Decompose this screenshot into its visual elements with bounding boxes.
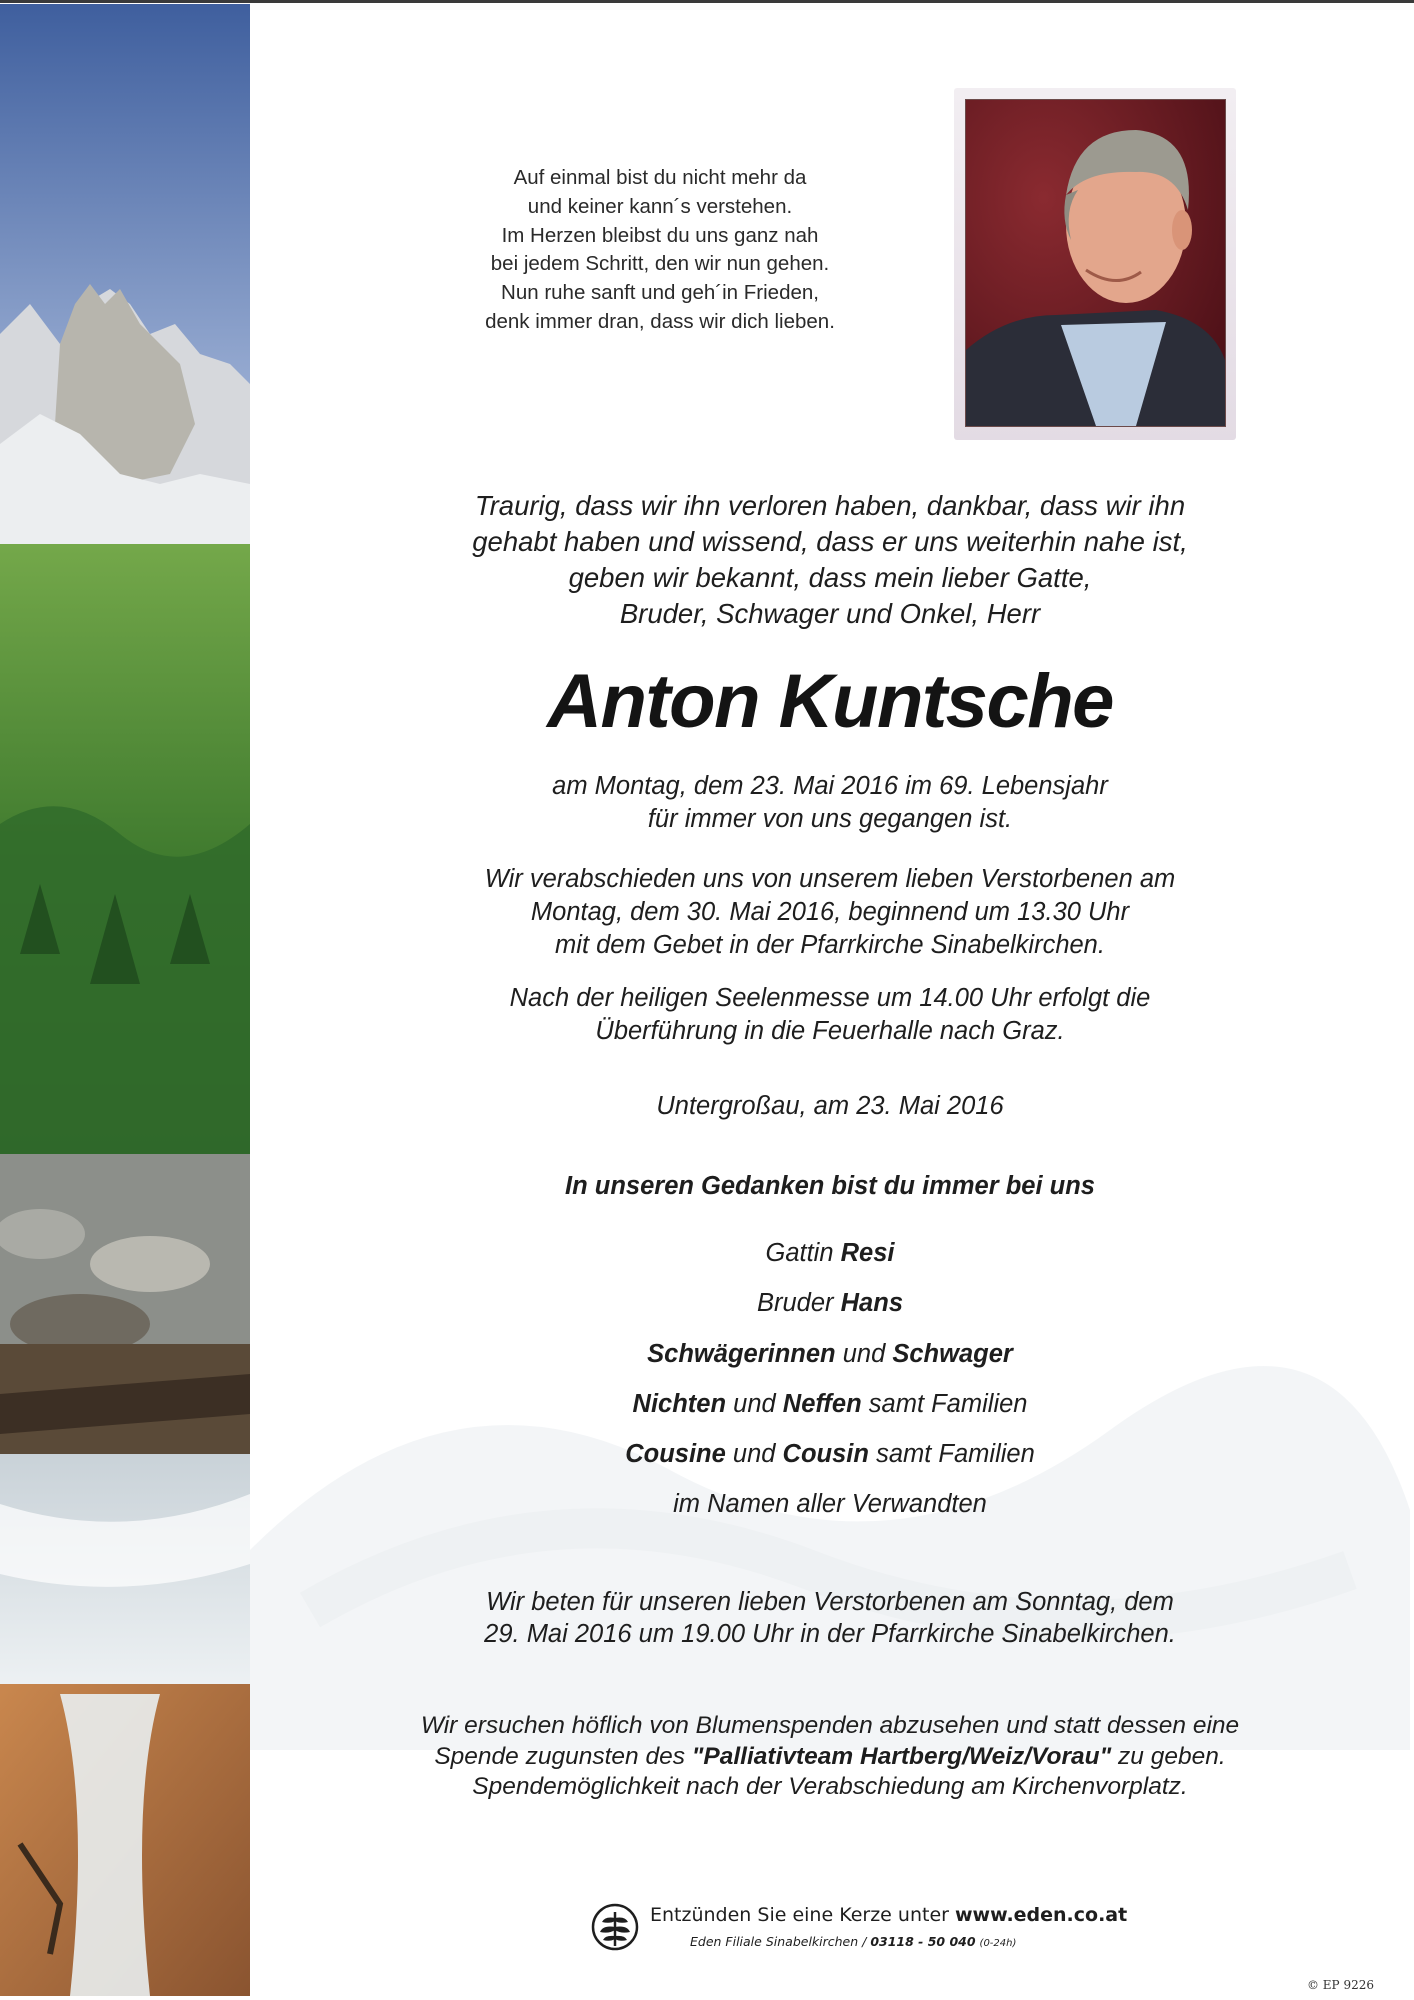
intro-line: Bruder, Schwager und Onkel, Herr [619,598,1041,629]
website-link[interactable]: www.eden.co.at [955,1904,1128,1926]
mourner-inlaws [380,1329,1280,1379]
conjunction: und [733,1389,776,1418]
intro-line: gehabt haben und wissend, dass er uns weiterhin nahe ist, [472,526,1188,557]
donation-request [380,1711,1280,1803]
poem-line: Nun ruhe sanft und geh´in Frieden, [501,281,819,305]
place-and-date: Untergroßau, am 23. Mai 2016 [656,1092,1004,1120]
relation-group: Cousine [625,1440,726,1469]
donation-text: zu geben. [1118,1742,1226,1770]
announcement-intro [380,488,1280,632]
prayer-line: Wir beten für unseren lieben Verstorbenen am Sonntag, dem [486,1588,1174,1616]
mourner-cousins [380,1429,1280,1479]
farewell-line: Wir verabschieden uns von unserem lieben Verstorbenen am [484,865,1176,893]
donation-text: Spende zugunsten des [434,1742,685,1770]
relation-suffix: samt Familien [876,1440,1035,1469]
poem-line: Im Herzen bleibst du uns ganz nah [501,223,819,247]
conjunction: und [842,1339,886,1368]
footer [590,1898,1128,1968]
farewell-line: Montag, dem 30. Mai 2016, beginnend um 13.30 Uhr [530,898,1130,926]
poem-line: und keiner kann´s verstehen. [527,194,793,218]
relation-label: Bruder [757,1289,834,1318]
charity-name: "Palliativteam Hartberg/Weiz/Vorau" [691,1742,1112,1770]
farewell-line: mit dem Gebet in der Pfarrkirche Sinabelkirchen. [555,931,1105,959]
document-code: © EP 9226 [1306,1978,1374,1992]
poem-line: denk immer dran, dass wir dich lieben. [485,309,835,333]
death-line: am Montag, dem 23. Mai 2016 im 69. Lebensjahr [552,772,1108,800]
mourner-name: Hans [840,1289,903,1318]
prayer-line: 29. Mai 2016 um 19.00 Uhr in der Pfarrkirche Sinabelkirchen. [484,1620,1176,1648]
branch-contact [690,1934,1016,1949]
prayer-details [380,1586,1280,1650]
memorial-poem [380,164,940,337]
farewell-details [380,863,1280,962]
deceased-name: Anton Kuntsche [547,659,1113,744]
relation-group: Schwägerinnen [647,1339,836,1368]
portrait-photo [965,99,1226,427]
phone-number: 03118 - 50 040 [870,1934,976,1949]
donation-line [380,1742,1280,1773]
top-border [0,0,1414,3]
memorial-motto: In unseren Gedanken bist du immer bei uns [565,1172,1095,1200]
relation-label: Gattin [765,1239,834,1267]
mourner-brother [380,1278,1280,1328]
mass-details [380,982,1280,1048]
poem-line: bei jedem Schritt, den wir nun gehen. [490,252,830,276]
mourner-name: Resi [840,1239,895,1267]
death-line: für immer von uns gegangen ist. [647,805,1013,833]
branch-name: Eden Filiale Sinabelkirchen / [690,1934,867,1949]
mourner-all-relatives: im Namen aller Verwandten [673,1490,987,1519]
candle-text: Entzünden Sie eine Kerze unter [650,1904,949,1926]
mass-line: Nach der heiligen Seelenmesse um 14.00 Uhr erfolgt die [509,984,1151,1012]
mass-line: Überführung in die Feuerhalle nach Graz. [595,1017,1065,1045]
mourners-list [380,1228,1280,1530]
conjunction: und [732,1440,776,1469]
intro-line: Traurig, dass wir ihn verloren haben, dankbar, dass wir ihn [474,490,1186,521]
relation-group: Cousin [782,1440,869,1469]
mountain-landscape-image [0,4,250,1996]
donation-line: Spendemöglichkeit nach der Verabschiedung am Kirchenvorplatz. [472,1773,1188,1800]
relation-group: Nichten [632,1389,727,1418]
intro-line: geben wir bekannt, dass mein lieber Gatte, [568,562,1092,593]
death-details [380,770,1280,836]
poem-line: Auf einmal bist du nicht mehr da [513,166,807,189]
candle-invitation [650,1904,1127,1926]
mourner-nieces-nephews [380,1379,1280,1429]
mourner-wife [380,1228,1280,1278]
relation-suffix: samt Familien [868,1389,1028,1418]
opening-hours: (0-24h) [979,1938,1017,1949]
donation-line: Wir ersuchen höflich von Blumenspenden abzusehen und statt dessen eine [420,1712,1240,1739]
relation-group: Schwager [892,1339,1013,1368]
eden-leaf-icon [590,1902,640,1952]
relation-group: Neffen [782,1389,862,1418]
